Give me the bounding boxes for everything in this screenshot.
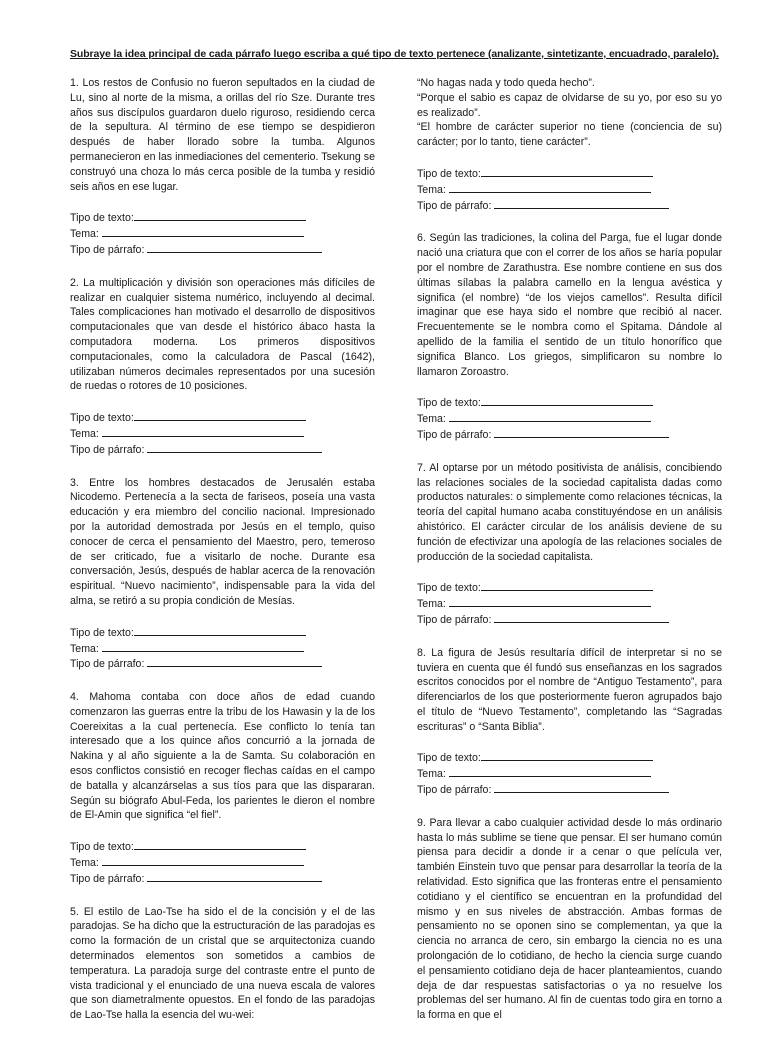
tipo-texto-label: Tipo de texto: (417, 582, 481, 595)
tema-blank[interactable] (102, 855, 304, 866)
tema-blank[interactable] (449, 411, 651, 422)
tema-label: Tema: (70, 642, 99, 655)
paragraph-7: 7. Al optarse por un método positivista de análisis, concibiendo las relaciones sociales de la sociedad capitalista dadas como productos naturales: o simplemente como relaciones técnicas, la teoría del capital humano acaba constituyéndose en un análisis ahistórico. El carácter circular de los análisis deviene de su función de efectivizar una apología de las relaciones sociales de producción de la sociedad capitalista. (417, 461, 722, 563)
quote-3: “El hombre de carácter superior no tiene (conciencia de su) carácter; por lo tanto, tiene carácter”. (417, 121, 722, 149)
tipo-parrafo-label: Tipo de párrafo: (417, 199, 492, 212)
answer-fields-8 (417, 750, 722, 797)
left-column (70, 76, 375, 1041)
exercise-7 (417, 461, 722, 628)
tipo-texto-blank[interactable] (481, 395, 653, 406)
tipo-parrafo-blank[interactable] (147, 871, 322, 882)
tipo-parrafo-label: Tipo de párrafo: (417, 428, 492, 441)
paragraph-8: 8. La figura de Jesús resultaría difícil de interpretar si no se tuviera en cuenta que él fundó sus enseñanzas en los sagrados escritos conocidos por el nombre de “Antiguo Testamento”, para diferenciarlos de los que posteriormente fueron agrupados bajo el título de “Nuevo Testamento”, completando las “Sagradas escrituras” o “Santa Biblia”. (417, 646, 722, 733)
tema-label: Tema: (417, 598, 446, 611)
tipo-texto-blank[interactable] (481, 750, 653, 761)
tema-label: Tema: (70, 427, 99, 440)
tipo-parrafo-blank[interactable] (147, 242, 322, 253)
exercise-1 (70, 76, 375, 258)
tipo-parrafo-blank[interactable] (494, 427, 669, 438)
exercise-2 (70, 276, 375, 458)
tipo-parrafo-label: Tipo de párrafo: (70, 872, 145, 885)
tema-label: Tema: (417, 413, 446, 426)
tipo-parrafo-blank[interactable] (147, 442, 322, 453)
paragraph-4: 4. Mahoma contaba con doce años de edad cuando comenzaron las guerras entre la tribu de los Hawasin y la de los Coereixitas a la cual pertenecía. Ese conflicto lo tenía tan interesado que a los quince años concurrió a la jornada de Nakina y al año siguiente a la de Samta. Su colaboración en esos conflictos consistió en recoger flechas caídas en el campo de batalla y alcanzárselas a sus tíos para que las dispararan. Según su biógrafo Abul-Feda, los parientes le dieron el nombre de El-Amin que significa “el fiel”. (70, 691, 375, 822)
exercise-3 (70, 476, 375, 673)
tipo-texto-label: Tipo de texto: (417, 397, 481, 410)
exercise-5-continued (417, 76, 722, 213)
paragraph-1: 1. Los restos de Confusio no fueron sepultados en la ciudad de Lu, sino al norte de la misma, a orillas del río Sze. Durante tres años sus discípulos guardaron duelo riguroso, residiendo cerca de la sepultura. Al término de ese tiempo se despidieron después de haber llorado sobre la tumba. Algunos permanecieron en las inmediaciones del cementerio. Tsekung se construyó una choza lo más cerca posible de la tumba y residió seis años en ese lugar. (70, 77, 375, 193)
tema-label: Tema: (70, 857, 99, 870)
exercise-5 (70, 905, 375, 1023)
tipo-parrafo-label: Tipo de párrafo: (417, 784, 492, 797)
tipo-texto-label: Tipo de texto: (70, 841, 134, 854)
answer-fields-5 (417, 166, 722, 213)
tipo-texto-label: Tipo de texto: (417, 752, 481, 765)
tipo-parrafo-blank[interactable] (494, 612, 669, 623)
paragraph-6: 6. Según las tradiciones, la colina del Parga, fue el lugar donde nació una criatura que con el correr de los años se haría popular por el nombre de Zarathustra. Ese nombre contiene en sus dos últimas sílabas la palabra camello en la lengua avéstica y significa (el nombre) “de los viejos camellos”. Resulta difícil imaginar que ese haya sido el nombre que recibió al nacer. Frecuentemente se le nombra como el Spitama. Dándole al apellido de la familia el sentido de un título honorífico que significa Blanco. Los griegos, simplificaron su nombre lo llamaron Zoroastro. (417, 232, 722, 378)
tipo-texto-label: Tipo de texto: (70, 626, 134, 639)
tipo-parrafo-blank[interactable] (494, 782, 669, 793)
tipo-texto-label: Tipo de texto: (70, 412, 134, 425)
paragraph-9: 9. Para llevar a cabo cualquier actividad desde lo más ordinario hasta lo más sublime se tiene que pensar. El ser humano común piensa para decidir a donde ir a cenar o que película ver, también Einstein tuvo que pensar para desarrollar la teoría de la relatividad. Esto significa que las fronteras entre el pensamiento cotidiano y el científico se encuentran en la profundidad del mismo y en sus niveles de abstracción. Ambas formas de pensamiento no se oponen sino se complementan, ya que la ciencia no arranca de cero, sin embargo la ciencia no es una prolongación de lo cotidiano, de hecho la ciencia surge cuando el pensamiento cotidiano deja de hacer planteamientos, cuando deja de dar respuestas satisfactorias o ya no resuelve los problemas del ser humano. Al fin de cuentas todo gira en torno a la forma en que el (417, 816, 722, 1022)
tema-label: Tema: (70, 228, 99, 241)
tema-label: Tema: (417, 183, 446, 196)
tipo-texto-label: Tipo de texto: (70, 212, 134, 225)
tema-blank[interactable] (102, 226, 304, 237)
tema-blank[interactable] (449, 766, 651, 777)
tipo-texto-blank[interactable] (134, 625, 306, 636)
exercise-8 (417, 646, 722, 798)
answer-fields-2 (70, 410, 375, 457)
exercise-4 (70, 690, 375, 887)
tipo-parrafo-blank[interactable] (147, 656, 322, 667)
tipo-texto-blank[interactable] (134, 839, 306, 850)
tipo-parrafo-label: Tipo de párrafo: (417, 613, 492, 626)
tipo-texto-blank[interactable] (134, 410, 306, 421)
answer-fields-1 (70, 210, 375, 257)
tipo-parrafo-label: Tipo de párrafo: (70, 658, 145, 671)
tema-blank[interactable] (449, 596, 651, 607)
quote-1: “No hagas nada y todo queda hecho”. (417, 77, 595, 89)
tema-blank[interactable] (449, 182, 651, 193)
quote-2: “Porque el sabio es capaz de olvidarse de su yo, por eso su yo es realizado”. (417, 91, 722, 119)
tipo-parrafo-label: Tipo de párrafo: (70, 443, 145, 456)
answer-fields-3 (70, 625, 375, 672)
paragraph-3: 3. Entre los hombres destacados de Jerusalén estaba Nicodemo. Pertenecía a la secta de fariseos, poseía una vasta educación y era miembro del concilio nacional. Impresionado por la autoridad demostrada por Jesús en el templo, quiso conocer de cerca el pensamiento del Maestro, pero, temeroso de ser criticado, fue a visitarlo de noche. Durante esa conversación, Jesús, después de hablar acerca de la renovación espiritual. “Nuevo nacimiento”, indispensable para la vida del alma, se retiró a su propia condición de Mesías. (70, 476, 375, 607)
tipo-texto-label: Tipo de texto: (417, 167, 481, 180)
exercise-6 (417, 231, 722, 442)
worksheet-instructions: Subraye la idea principal de cada párrafo luego escriba a qué tipo de texto pertenece (analizante, sintetizante, encuadrado, paralelo). (70, 48, 719, 60)
tema-label: Tema: (417, 768, 446, 781)
exercise-9 (417, 816, 722, 1023)
tipo-parrafo-blank[interactable] (494, 198, 669, 209)
tema-blank[interactable] (102, 641, 304, 652)
paragraph-5: 5. El estilo de Lao-Tse ha sido el de la concisión y el de las paradojas. Se ha dicho que la estructuración de las paradojas es como la formación de un cristal que se arquitectoniza cuando determinados elementos son sometidos a cambios de temperatura. La paradoja surge del contraste entre el punto de vista tradicional y el enunciado de una nueva escala de valores que son diametralmente opuestos. En el fondo de las paradojas de Lao-Tse halla la esencia del wu-wei: (70, 905, 375, 1022)
right-column (417, 76, 722, 1041)
tipo-texto-blank[interactable] (481, 580, 653, 591)
paragraph-2: 2. La multiplicación y división son operaciones más difíciles de realizar en cualquier sistema numérico, incluyendo al decimal. Tales complicaciones han motivado el desarrollo de dispositivos computacionales que van desde el histórico ábaco hasta la computadora moderna. Los primeros dispositivos computacionales, como la calculadora de Pascal (1642), utilizaban números decimales representados por una sucesión de ruedas o rotores de 10 posiciones. (70, 276, 375, 393)
tipo-texto-blank[interactable] (134, 210, 306, 221)
answer-fields-6 (417, 395, 722, 442)
tema-blank[interactable] (102, 426, 304, 437)
answer-fields-4 (70, 839, 375, 886)
tipo-parrafo-label: Tipo de párrafo: (70, 243, 145, 256)
answer-fields-7 (417, 580, 722, 627)
tipo-texto-blank[interactable] (481, 166, 653, 177)
